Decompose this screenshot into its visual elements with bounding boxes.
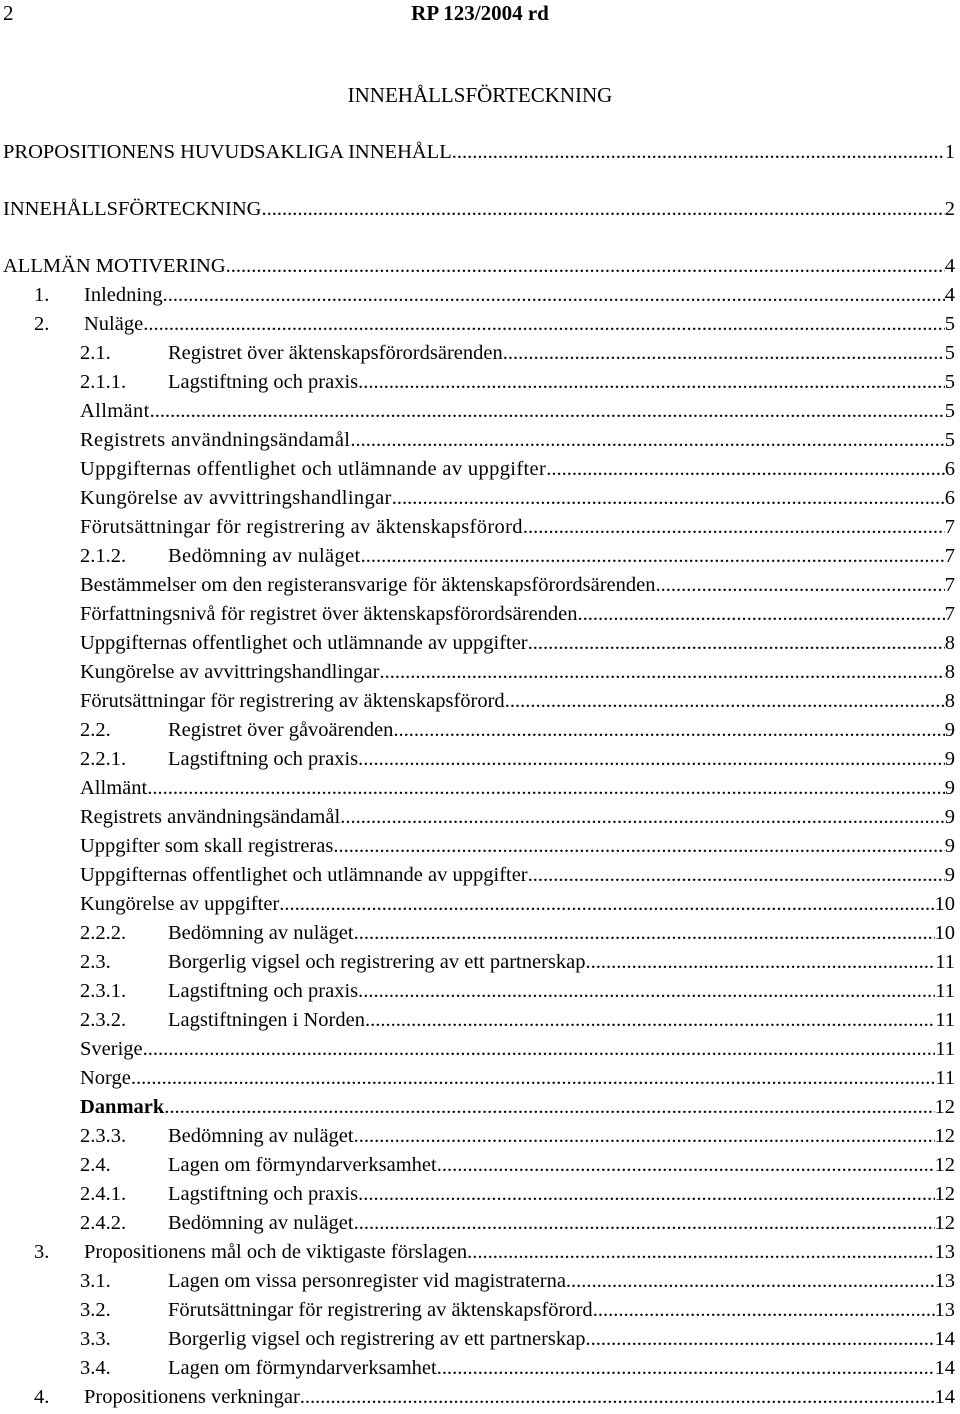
toc-title: Sverige	[80, 1038, 143, 1060]
toc-title: Bedömning av nuläget	[168, 1212, 354, 1234]
toc-number: 2.3.1.	[80, 980, 127, 1002]
toc-page-number: 11	[935, 1067, 955, 1089]
toc-row	[3, 252, 955, 280]
dot-leader	[358, 977, 935, 1005]
dot-leader	[226, 252, 945, 280]
toc-number: 3.1.	[80, 1270, 111, 1292]
toc-row	[80, 1325, 955, 1353]
toc-title: Kungörelse av avvittringshandlingar	[80, 661, 380, 683]
toc-row	[80, 1064, 955, 1092]
toc-row	[3, 195, 955, 223]
toc-row	[80, 1006, 955, 1034]
toc-row	[80, 716, 955, 744]
toc-number: 2.2.1.	[80, 748, 127, 770]
toc-row	[34, 1383, 955, 1411]
toc-page-number: 10	[934, 922, 955, 944]
toc-number: 2.2.	[80, 719, 111, 741]
dot-leader	[546, 455, 945, 483]
toc-row	[80, 1296, 955, 1324]
toc-title: INNEHÅLLSFÖRTECKNING	[3, 198, 262, 220]
toc-title: Borgerlig vigsel och registrering av ett partnerskap	[168, 951, 586, 973]
toc-page-number: 13	[934, 1299, 955, 1321]
toc-row	[80, 629, 955, 657]
toc-page-number: 5	[944, 429, 955, 451]
toc-row	[80, 948, 955, 976]
toc-title: Lagstiftning och praxis	[168, 980, 359, 1002]
dot-leader	[503, 339, 945, 367]
dot-leader	[358, 1180, 934, 1208]
dot-leader	[528, 629, 945, 657]
toc-title: Förutsättningar för registrering av äktenskapsförord	[80, 690, 505, 712]
toc-title: Uppgifternas offentlighet och utlämnande av uppgifter	[80, 632, 528, 654]
toc-title: Förutsättningar för registrering av äktenskapsförord	[168, 1299, 593, 1321]
toc-row	[80, 658, 955, 686]
dot-leader	[505, 687, 945, 715]
toc-title: Norge	[80, 1067, 131, 1089]
toc-number: 2.1.	[80, 342, 111, 364]
toc-page-number: 5	[944, 400, 955, 422]
toc-title: Lagen om förmyndarverksamhet	[168, 1154, 437, 1176]
toc-title: Propositionens mål och de viktigaste förslagen	[84, 1241, 468, 1263]
toc-page-number: 9	[944, 806, 955, 828]
dot-leader	[354, 1122, 935, 1150]
toc-row	[34, 1238, 955, 1266]
toc-title: Uppgifternas offentlighet och utlämnande av uppgifter	[80, 864, 528, 886]
toc-row	[80, 571, 955, 599]
dot-leader	[358, 745, 945, 773]
dot-leader	[261, 195, 944, 223]
toc-row	[80, 1209, 955, 1237]
toc-page-number: 10	[934, 893, 955, 915]
toc-number: 3.2.	[80, 1299, 111, 1321]
toc-page-number: 6	[944, 487, 955, 509]
toc-title: Bestämmelser om den registeransvarige för äktenskapsförordsärenden	[80, 574, 656, 596]
toc-title: Propositionens verkningar	[84, 1386, 300, 1408]
toc-page-number: 14	[934, 1357, 955, 1379]
page-number: 2	[3, 1, 14, 25]
toc-row	[80, 890, 955, 918]
toc-page-number: 5	[944, 313, 955, 335]
toc-page-number: 2	[944, 198, 955, 220]
toc-row	[80, 1267, 955, 1295]
toc-row	[80, 426, 955, 454]
toc-title: Uppgifter som skall registreras	[80, 835, 334, 857]
dot-leader	[340, 803, 945, 831]
dot-leader	[354, 1209, 935, 1237]
toc-title: Lagstiftning och praxis	[168, 1183, 359, 1205]
toc-row	[3, 138, 955, 166]
toc-page-number: 1	[944, 141, 955, 163]
toc-row	[34, 281, 955, 309]
toc-number: 2.3.	[80, 951, 111, 973]
toc-page-number: 8	[944, 632, 955, 654]
toc-row	[80, 484, 955, 512]
toc-title: Kungörelse av uppgifter	[80, 893, 280, 915]
toc-title: Lagen om förmyndarverksamhet	[168, 1357, 437, 1379]
toc-page-number: 6	[944, 458, 955, 480]
dot-leader	[578, 600, 945, 628]
toc-number: 3.4.	[80, 1357, 111, 1379]
toc-page-number: 12	[934, 1183, 955, 1205]
toc-title: Lagstiftning och praxis	[168, 748, 359, 770]
toc-number: 2.	[34, 313, 50, 335]
dot-leader	[437, 1151, 935, 1179]
toc-page-number: 12	[934, 1212, 955, 1234]
dot-leader	[143, 1035, 936, 1063]
toc-title: Bedömning av nuläget	[168, 545, 361, 567]
toc-title: Förutsättningar för registrering av äktenskapsförord	[80, 516, 523, 538]
dot-leader	[365, 1006, 935, 1034]
dot-leader	[164, 1093, 934, 1121]
toc-row	[80, 687, 955, 715]
toc-number: 2.4.2.	[80, 1212, 127, 1234]
dot-leader	[131, 1064, 935, 1092]
toc-page-number: 9	[944, 835, 955, 857]
toc-number: 3.	[34, 1241, 50, 1263]
toc-title: Kungörelse av avvittringshandlingar	[80, 487, 392, 509]
toc-page-number: 11	[935, 951, 955, 973]
toc-title: Registrets användningsändamål	[80, 806, 341, 828]
toc-row	[80, 803, 955, 831]
dot-leader	[163, 281, 945, 309]
dot-leader	[393, 716, 944, 744]
toc-title: Bedömning av nuläget	[168, 1125, 354, 1147]
toc-page-number: 7	[944, 574, 955, 596]
toc-page-number: 12	[934, 1096, 955, 1118]
dot-leader	[361, 542, 945, 570]
toc-page-number: 5	[944, 371, 955, 393]
toc-number: 2.4.1.	[80, 1183, 127, 1205]
toc-row	[80, 745, 955, 773]
dot-leader	[585, 948, 935, 976]
toc-row	[80, 977, 955, 1005]
dot-leader	[150, 397, 945, 425]
toc-title: Allmänt	[80, 777, 148, 799]
toc-page-number: 13	[934, 1270, 955, 1292]
toc-number: 2.1.1.	[80, 371, 127, 393]
toc-title: Allmänt	[80, 400, 150, 422]
dot-leader	[566, 1267, 935, 1295]
toc-title: Bedömning av nuläget	[168, 922, 354, 944]
toc-row	[80, 339, 955, 367]
toc-page-number: 9	[944, 748, 955, 770]
toc-number: 3.3.	[80, 1328, 111, 1350]
toc-title: Danmark	[80, 1096, 165, 1118]
toc-title: Lagstiftningen i Norden	[168, 1009, 365, 1031]
dot-leader	[279, 890, 934, 918]
dot-leader	[392, 484, 945, 512]
dot-leader	[379, 658, 944, 686]
toc-row	[80, 542, 955, 570]
toc-row	[80, 861, 955, 889]
toc-page-number: 12	[934, 1125, 955, 1147]
toc-row	[80, 600, 955, 628]
toc-row	[80, 1354, 955, 1382]
toc-heading: INNEHÅLLSFÖRTECKNING	[347, 83, 613, 107]
toc-title: ALLMÄN MOTIVERING	[3, 255, 226, 277]
toc-row	[80, 513, 955, 541]
dot-leader	[354, 919, 935, 947]
toc-row	[80, 1122, 955, 1150]
toc-page-number: 5	[944, 342, 955, 364]
toc-title: Lagstiftning och praxis	[168, 371, 359, 393]
toc-row	[80, 1180, 955, 1208]
toc-page-number: 14	[934, 1328, 955, 1350]
dot-leader	[656, 571, 945, 599]
dot-leader	[593, 1296, 935, 1324]
toc-page-number: 13	[934, 1241, 955, 1263]
toc-title: Registret över gåvoärenden	[168, 719, 394, 741]
toc-title: Registret över äktenskapsförordsärenden	[168, 342, 503, 364]
toc-title: Författningsnivå för registret över äktenskapsförordsärenden	[80, 603, 578, 625]
toc-row	[80, 1035, 955, 1063]
toc-page-number: 4	[944, 284, 955, 306]
dot-leader	[147, 774, 945, 802]
toc-row	[80, 455, 955, 483]
toc-row	[80, 919, 955, 947]
toc-page-number: 11	[935, 980, 955, 1002]
toc-title: PROPOSITIONENS HUVUDSAKLIGA INNEHÅLL	[3, 141, 452, 163]
dot-leader	[437, 1354, 935, 1382]
dot-leader	[358, 368, 945, 396]
dot-leader	[467, 1238, 934, 1266]
toc-number: 1.	[34, 284, 50, 306]
toc-number: 2.2.2.	[80, 922, 127, 944]
toc-page-number: 8	[944, 661, 955, 683]
toc-row	[80, 368, 955, 396]
toc-page-number: 9	[944, 719, 955, 741]
toc-title: Lagen om vissa personregister vid magistraterna	[168, 1270, 566, 1292]
toc-page-number: 9	[944, 864, 955, 886]
dot-leader	[300, 1383, 935, 1411]
toc-row	[80, 832, 955, 860]
toc-page-number: 12	[934, 1154, 955, 1176]
toc-title: Borgerlig vigsel och registrering av ett partnerskap	[168, 1328, 586, 1350]
toc-row	[80, 397, 955, 425]
toc-page-number: 8	[944, 690, 955, 712]
toc-row	[80, 1151, 955, 1179]
toc-number: 2.1.2.	[80, 545, 127, 567]
toc-row	[80, 1093, 955, 1121]
dot-leader	[528, 861, 945, 889]
dot-leader	[333, 832, 944, 860]
toc-page-number: 14	[934, 1386, 955, 1408]
toc-number: 4.	[34, 1386, 50, 1408]
toc-title: Uppgifternas offentlighet och utlämnande av uppgifter	[80, 458, 547, 480]
dot-leader	[143, 310, 945, 338]
running-title: RP 123/2004 rd	[411, 1, 549, 25]
toc-title: Nuläge	[84, 313, 144, 335]
dot-leader	[452, 138, 945, 166]
toc-page-number: 7	[944, 603, 955, 625]
toc-number: 2.3.3.	[80, 1125, 127, 1147]
toc-number: 2.3.2.	[80, 1009, 127, 1031]
toc-page-number: 7	[944, 516, 955, 538]
toc-number: 2.4.	[80, 1154, 111, 1176]
toc-title: Registrets användningsändamål	[80, 429, 351, 451]
toc-row	[34, 310, 955, 338]
toc-title: Inledning	[84, 284, 163, 306]
toc-page-number: 9	[944, 777, 955, 799]
toc-page-number: 11	[935, 1009, 955, 1031]
dot-leader	[523, 513, 945, 541]
dot-leader	[350, 426, 944, 454]
toc-page-number: 4	[944, 255, 955, 277]
toc-page-number: 11	[935, 1038, 955, 1060]
dot-leader	[585, 1325, 934, 1353]
toc-page-number: 7	[944, 545, 955, 567]
toc-row	[80, 774, 955, 802]
